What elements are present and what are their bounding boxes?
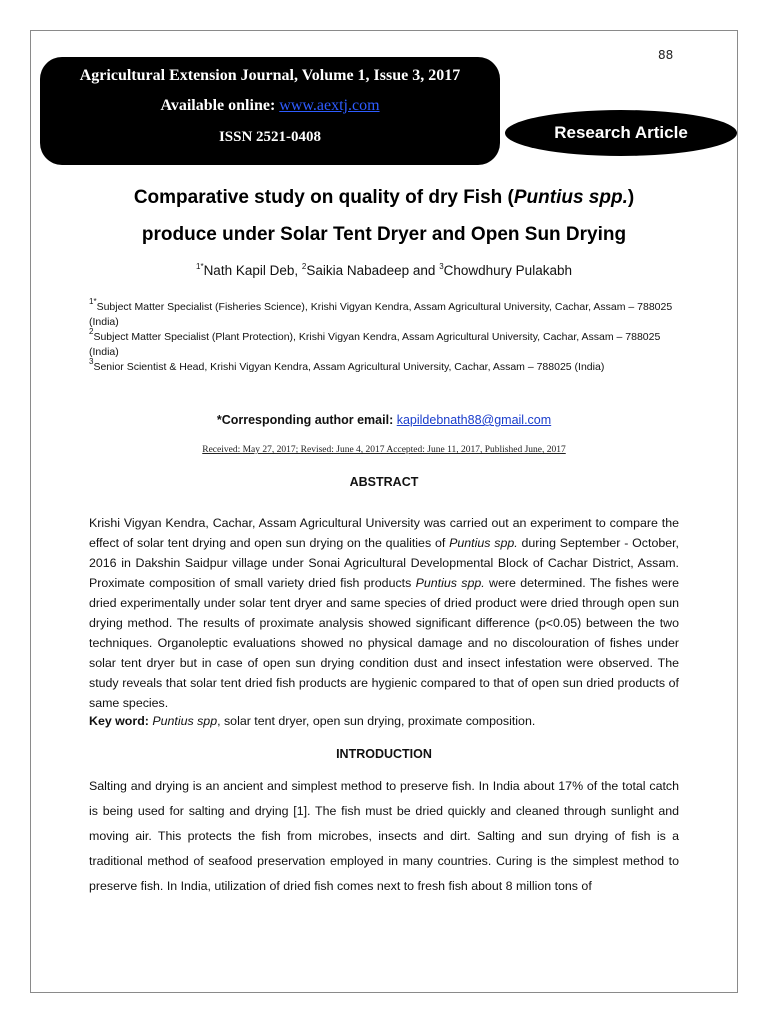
introduction-heading: INTRODUCTION [336,747,432,761]
author-2-marker: 2 [301,262,307,271]
author-3-marker: 3 [439,262,444,271]
abstract-text-1: Krishi Vigyan Kendra, Cachar, Assam Agricultural University was carried out an experiment to compare the effect of solar tent drying and open sun drying on the qualities of [89,516,679,550]
abstract-text-2: during September - October, 2016 in Dakshin Saidpur village under Sonai Agricultural Developmental Block of Cachar District, Assam. Proximate composition of small variety dried fish products [89,536,679,590]
journal-website-link[interactable]: www.aextj.com [279,97,380,114]
title-prefix: Comparative study on quality of dry Fish ( [133,187,514,208]
affiliation-1 [89,297,689,330]
affiliations [89,297,689,375]
affiliation-1-text: Subject Matter Specialist (Fisheries Science), Krishi Vigyan Kendra, Assam Agricultural University, Cachar, Assam – 788025 (India) [89,301,673,328]
author-1-marker: 1* [196,262,204,271]
keywords-species: Puntius spp [152,714,218,728]
page-number: 88 [658,48,674,62]
paper-title-line-2: produce under Solar Tent Dryer and Open Sun Drying [141,224,627,245]
author-1: Nath Kapil Deb, [203,263,302,278]
keywords-rest: , solar tent dryer, open sun drying, proximate composition. [217,714,536,728]
affiliation-2-marker: 2 [89,327,94,336]
journal-issn: ISSN 2521-0408 [218,129,322,145]
affiliation-3-text: Senior Scientist & Head, Krishi Vigyan Kendra, Assam Agricultural University, Cachar, Assam – 788025 (India) [93,361,605,373]
abstract-species-1: Puntius spp. [449,536,518,550]
keywords [89,714,679,728]
abstract-text-3: were determined. The fishes were dried experimentally under solar tent dryer and same species of dried product were dried through open sun drying method. The results of proximate analysis showed significant difference (p<0.05) between the two techniques. Organoleptic evaluations showed no physical damage and no discolouration of fishes under solar tent dryer but in case of open sun drying condition dust and insect infestation were observed. The study reveals that solar tent dried fish products are hygienic compared to that of open sun dried products of same species. [89,576,679,710]
abstract-body [89,513,679,713]
affiliation-3-marker: 3 [89,357,94,366]
author-3: Chowdhury Pulakabh [443,263,572,278]
affiliation-3 [89,357,689,375]
title-suffix: ) [627,187,635,208]
journal-online-label: Available online: [160,97,280,114]
journal-banner [40,57,500,165]
journal-title: Agricultural Extension Journal, Volume 1, Issue 3, 2017 [79,67,461,84]
affiliation-2-text: Subject Matter Specialist (Plant Protection), Krishi Vigyan Kendra, Assam Agricultural University, Cachar, Assam – 788025 (India) [89,331,661,358]
paper-title-line-1 [60,187,708,209]
author-2: Saikia Nabadeep and [306,263,440,278]
title-species: Puntius spp. [513,187,628,208]
affiliation-2 [89,327,689,360]
keywords-label: Key word: [89,714,153,728]
corresponding-email-link[interactable]: kapildebnath88@gmail.com [396,413,552,427]
corresponding-author [60,413,708,427]
abstract-heading: ABSTRACT [349,475,419,489]
journal-online-line [40,97,500,115]
publication-dates: Received: May 27, 2017; Revised: June 4, 2017 Accepted: June 11, 2017, Published June, 2017 [202,445,566,455]
corresponding-label: *Corresponding author email: [216,413,397,427]
affiliation-1-marker: 1* [89,297,97,306]
article-type-badge: Research Article [505,110,737,156]
introduction-body: Salting and drying is an ancient and simplest method to preserve fish. In India about 17% of the total catch is being used for salting and drying [1]. The fish must be dried quickly and cleaned through sunlight and moving air. This protects the fish from microbes, insects and dirt. Salting and sun drying of fish is a traditional method of seafood preservation employed in many countries. Curing is the simplest method to preserve fish. In India, utilization of dried fish comes next to fresh fish about 8 million tons of [89,779,679,893]
abstract-species-2: Puntius spp. [415,576,485,590]
author-list [60,263,708,278]
